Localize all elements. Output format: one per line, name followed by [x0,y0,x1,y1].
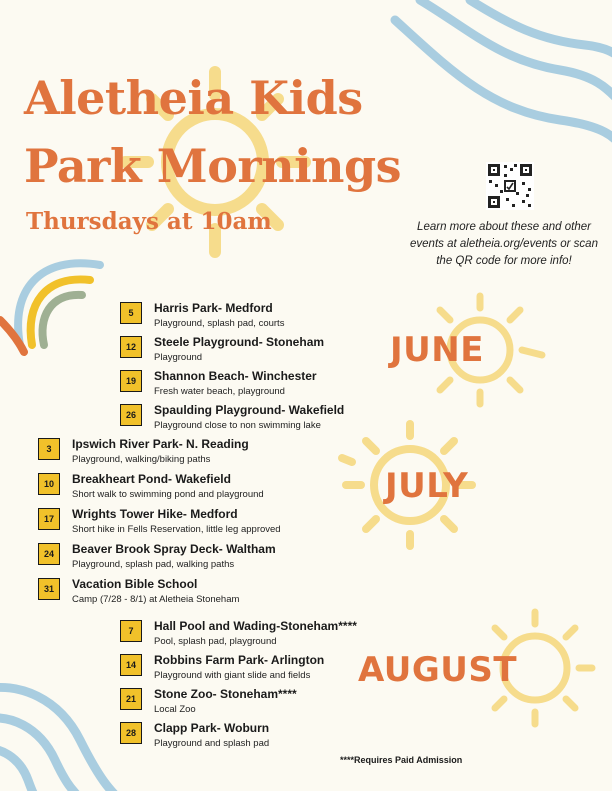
event-name: Stone Zoo- Stoneham**** [154,687,297,701]
page-title-line-1: Aletheia Kids [24,71,363,125]
event-description: Playground [154,352,203,363]
event-name: Hall Pool and Wading-Stoneham**** [154,619,357,633]
paid-admission-footnote: ****Requires Paid Admission [340,755,463,765]
page-subtitle: Thursdays at 10am [26,208,272,235]
event-description: Pool, splash pad, playground [154,636,277,647]
qr-code-icon[interactable] [486,162,534,210]
event-description: Short hike in Fells Reservation, little leg approved [72,524,281,535]
event-description: Local Zoo [154,704,196,715]
page-title-line-2: Park Mornings [24,139,402,193]
date-badge: 14 [120,654,142,676]
date-badge: 12 [120,336,142,358]
event-description: Short walk to swimming pond and playground [72,489,264,500]
event-name: Ipswich River Park- N. Reading [72,437,249,451]
event-name: Spaulding Playground- Wakefield [154,403,345,417]
wave-top-right [395,0,612,160]
event-description: Camp (7/28 - 8/1) at Aletheia Stoneham [72,594,240,605]
date-badge: 17 [38,508,60,530]
date-badge: 5 [120,302,142,324]
date-badge: 24 [38,543,60,565]
event-name: Vacation Bible School [72,577,198,591]
wave-bottom-left [0,687,120,791]
learn-more-text: Learn more about these and other events at aletheia.org/events or scan the QR code for more info! [410,221,598,267]
date-badge: 31 [38,578,60,600]
event-description: Playground, walking/biking paths [72,454,211,465]
month-june: JUNE [390,330,484,370]
event-name: Wrights Tower Hike- Medford [72,507,238,521]
event-description: Playground, splash pad, walking paths [72,559,235,570]
date-badge: 3 [38,438,60,460]
event-name: Harris Park- Medford [154,301,273,315]
event-name: Shannon Beach- Winchester [154,369,317,383]
month-august: AUGUST [358,650,518,690]
month-july: JULY [385,466,469,506]
rainbow-arcs [0,263,100,352]
event-name: Robbins Farm Park- Arlington [154,653,325,667]
date-badge: 21 [120,688,142,710]
event-name: Beaver Brook Spray Deck- Waltham [72,542,276,556]
event-name: Steele Playground- Stoneham [154,335,325,349]
event-description: Playground with giant slide and fields [154,670,311,681]
event-name: Breakheart Pond- Wakefield [72,472,231,486]
event-name: Clapp Park- Woburn [154,721,270,735]
event-description: Playground, splash pad, courts [154,318,285,329]
date-badge: 19 [120,370,142,392]
date-badge: 7 [120,620,142,642]
date-badge: 28 [120,722,142,744]
date-badge: 10 [38,473,60,495]
event-description: Fresh water beach, playground [154,386,285,397]
event-description: Playground close to non swimming lake [154,420,321,431]
date-badge: 26 [120,404,142,426]
event-description: Playground and splash pad [154,738,270,749]
